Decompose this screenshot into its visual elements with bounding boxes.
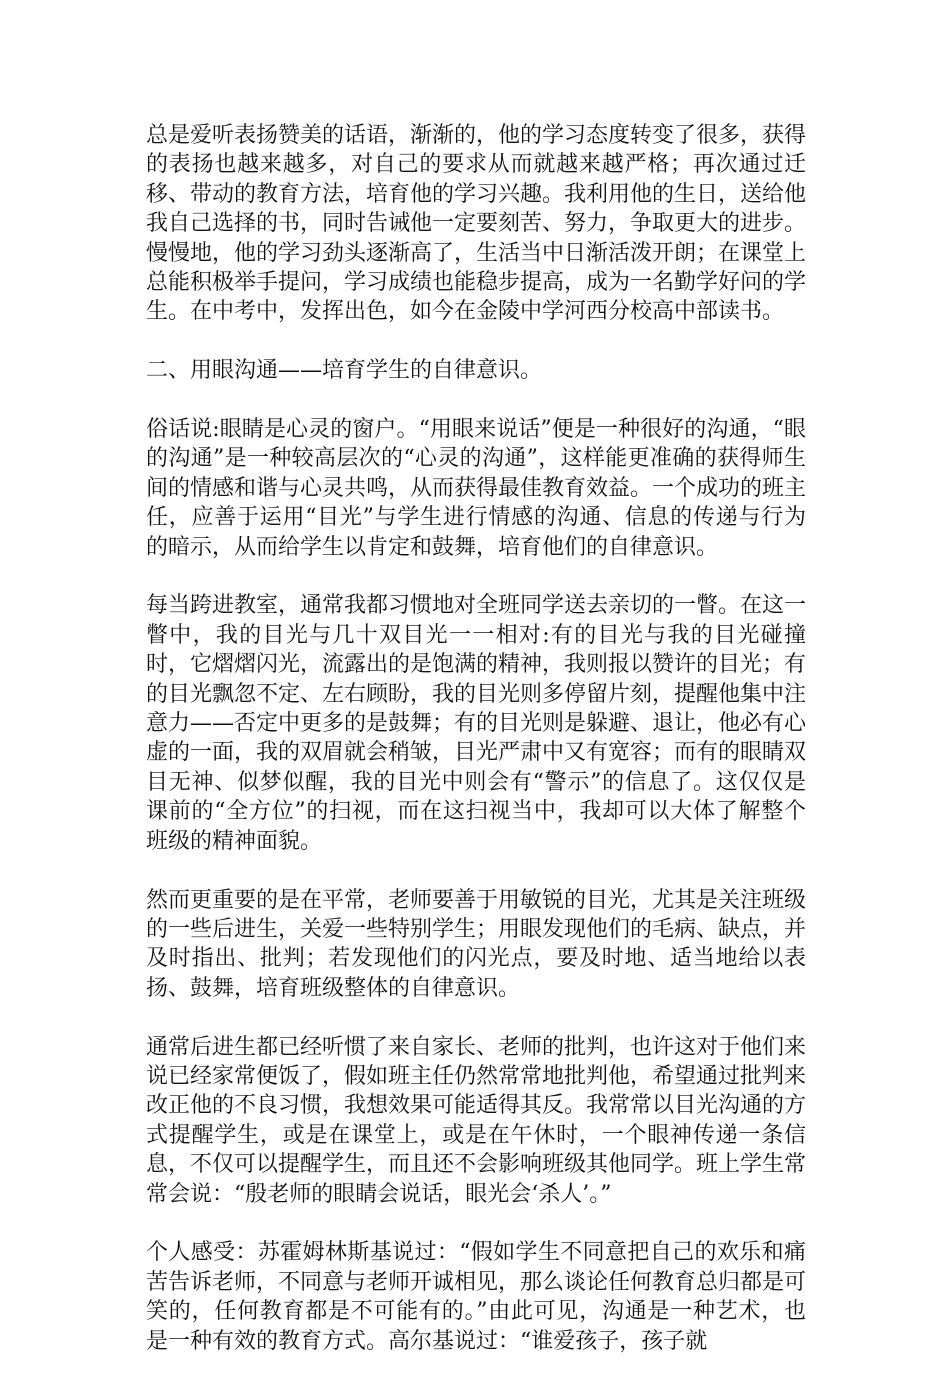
paragraph-keen-eyes: 然而更重要的是在平常，老师要善于用敏锐的目光，尤其是关注班级的一些后进生，关爱一些特别学生；用眼发现他们的毛病、缺点，并及时指出、批判；若发现他们的闪光点，要及时地、适当地给以表扬、鼓舞，培育班级整体的自律意识。 [146,887,807,1001]
paragraph-underachievers: 通常后进生都已经听惯了来自家长、老师的批判，也许这对于他们来说已经家常便饭了，假如班主任仍然常常地批判他，希望通过批判来改正他的不良习惯，我想效果可能适得其反。我常常以目光沟通的方式提醒学生，或是在课堂上，或是在午休时，一个眼神传递一条信息，不仅可以提醒学生，而且还不会影响班级其他同学。班上学生常常会说：“殷老师的眼睛会说话，眼光会‘杀人’。” [146,1034,807,1207]
paragraph-classroom-glance: 每当跨进教室，通常我都习惯地对全班同学送去亲切的一瞥。在这一瞥中，我的目光与几十双目光一一相对:有的目光与我的目光碰撞时，它熠熠闪光，流露出的是饱满的精神，我则报以赞许的目光；有的目光飘忽不定、左右顾盼，我的目光则多停留片刻，提醒他集中注意力——否定中更多的是鼓舞；有的目光则是躲避、退让，他必有心虚的一面，我的双眉就会稍皱，目光严肃中又有宽容；而有的眼睛双目无神、似梦似醒，我的目光中则会有“警示”的信息了。这仅仅是课前的“全方位”的扫视，而在这扫视当中，我却可以大体了解整个班级的精神面貌。 [146,593,807,854]
section-heading-eye-communication: 二、用眼沟通——培育学生的自律意识。 [146,358,543,384]
paragraph-student-progress: 总是爱听表扬赞美的话语，渐渐的，他的学习态度转变了很多，获得的表扬也越来越多，对自己的要求从而就越来越严格；再次通过迁移、带动的教育方法，培育他的学习兴趣。我利用他的生日，送给他我自己选择的书，同时告诫他一定要刻苦、努力，争取更大的进步。慢慢地，他的学习劲头逐渐高了，生活当中日渐活泼开朗；在课堂上总能积极举手提问，学习成绩也能稳步提高，成为一名勤学好问的学生。在中考中，发挥出色，如今在金陵中学河西分校高中部读书。 [146,123,807,325]
paragraph-personal-feeling: 个人感受：苏霍姆林斯基说过：“假如学生不同意把自己的欢乐和痛苦告诉老师，不同意与老师开诚相见，那么谈论任何教育总归都是可笑的，任何教育都是不可能有的。”由此可见，沟通是一种艺术，也是一种有效的教育方式。高尔基说过：“谁爱孩子，孩子就 [146,1240,807,1354]
paragraph-eyes-window: 俗话说:眼睛是心灵的窗户。“用眼来说话”便是一种很好的沟通，“眼的沟通”是一种较高层次的“心灵的沟通”，这样能更准确的获得师生间的情感和谐与心灵共鸣，从而获得最佳教育效益。一个成功的班主任，应善于运用“目光”与学生进行情感的沟通、信息的传递与行为的暗示，从而给学生以肯定和鼓舞，培育他们的自律意识。 [146,417,807,560]
document-page [146,121,806,1385]
